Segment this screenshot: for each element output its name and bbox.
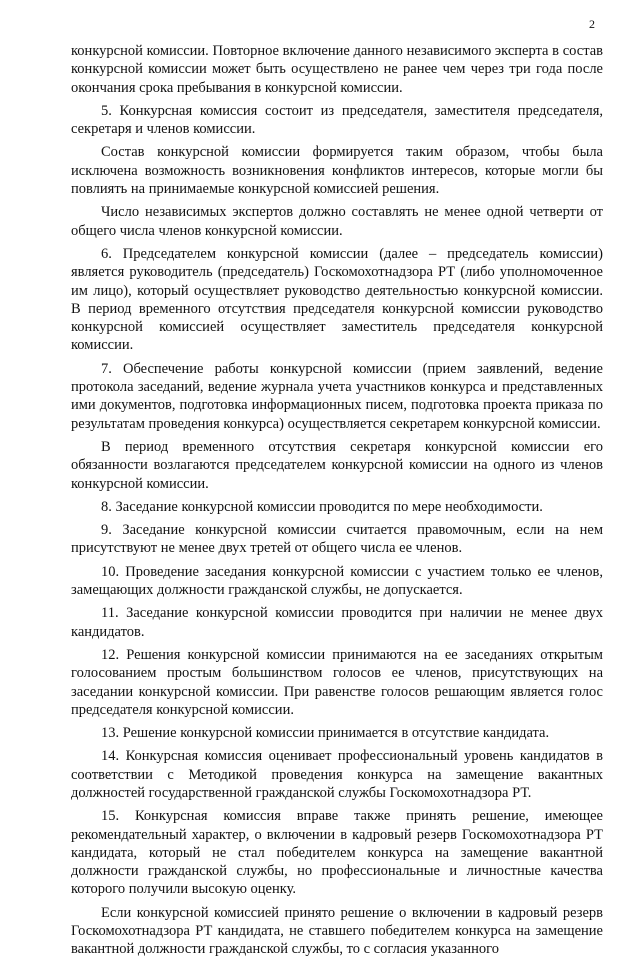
paragraph-item-7: 7. Обеспечение работы конкурсной комиссии (прием заявлений, ведение протокола заседаний, ведение журнала учета участников конкурса и представленных ими документов, подготовка информационных писем, подготовка проекта приказа по результатам проведения конкурса) осуществляется секретарем конкурсной комиссии. [71,360,603,432]
paragraph-commission-composition: Состав конкурсной комиссии формируется таким образом, чтобы была исключена возможность возникновения конфликтов интересов, которые могли бы повлиять на принимаемые конкурсной комиссией решения. [71,144,603,198]
document-body [71,42,603,964]
paragraph-item-5: 5. Конкурсная комиссия состоит из председателя, заместителя председателя, секретаря и членов комиссии. [71,102,603,138]
paragraph-continuation: конкурсной комиссии. Повторное включение данного независимого эксперта в состав конкурсной комиссии может быть осуществлено не ранее чем через три года после окончания срока пребывания в конкурсной комиссии. [71,43,603,96]
paragraph-item-12: 12. Решения конкурсной комиссии принимаются на ее заседаниях открытым голосованием простым большинством голосов ее членов, присутствующих на заседании конкурсной комиссии. При равенстве голосов решающим является голос председателя конкурсной комиссии. [71,646,603,718]
paragraph-item-10: 10. Проведение заседания конкурсной комиссии с участием только ее членов, замещающих должности гражданской службы, не допускается. [71,563,603,599]
paragraph-independent-experts: Число независимых экспертов должно составлять не менее одной четверти от общего числа членов конкурсной комиссии. [71,204,603,239]
paragraph-secretary-absence: В период временного отсутствия секретаря конкурсной комиссии его обязанности возлагаются председателем конкурсной комиссии на одного из членов конкурсной комиссии. [71,438,603,492]
paragraph-reserve-decision: Если конкурсной комиссией принято решение о включении в кадровый резерв Госкомохотнадзора РТ кандидата, не ставшего победителем конкурса на замещение вакантной должности гражданской службы, то с согласия указанного [71,904,603,958]
paragraph-item-15: 15. Конкурсная комиссия вправе также принять решение, имеющее рекомендательный характер, о включении в кадровый резерв Госкомохотнадзора РТ кандидата, который не стал победителем конкурса на замещение вакантной должности гражданской службы, но профессиональные и личностные качества которого получили высокую оценку. [71,808,603,898]
paragraph-item-11: 11. Заседание конкурсной комиссии проводится при наличии не менее двух кандидатов. [71,605,603,640]
paragraph-item-6: 6. Председателем конкурсной комиссии (далее – председатель комиссии) является руководитель (председатель) Госкомохотнадзора РТ (либо уполномоченное им лицо), который осуществляет руководство деятельностью конкурсной комиссии. В период временного отсутствия председателя конкурсной комиссии руководство конкурсной комиссией осуществляет заместитель председателя конкурсной комиссии. [71,245,603,354]
page-number: 2 [589,17,595,31]
paragraph-item-14: 14. Конкурсная комиссия оценивает профессиональный уровень кандидатов в соответствии с Методикой проведения конкурса на замещение вакантных должностей государственной гражданской службы Госкомохотнадзора РТ. [71,748,603,801]
paragraph-item-13: 13. Решение конкурсной комиссии принимается в отсутствие кандидата. [101,725,550,742]
paragraph-item-8: 8. Заседание конкурсной комиссии проводится по мере необходимости. [101,498,543,515]
paragraph-item-9: 9. Заседание конкурсной комиссии считается правомочным, если на нем присутствуют не менее двух третей от общего числа ее членов. [71,522,603,557]
